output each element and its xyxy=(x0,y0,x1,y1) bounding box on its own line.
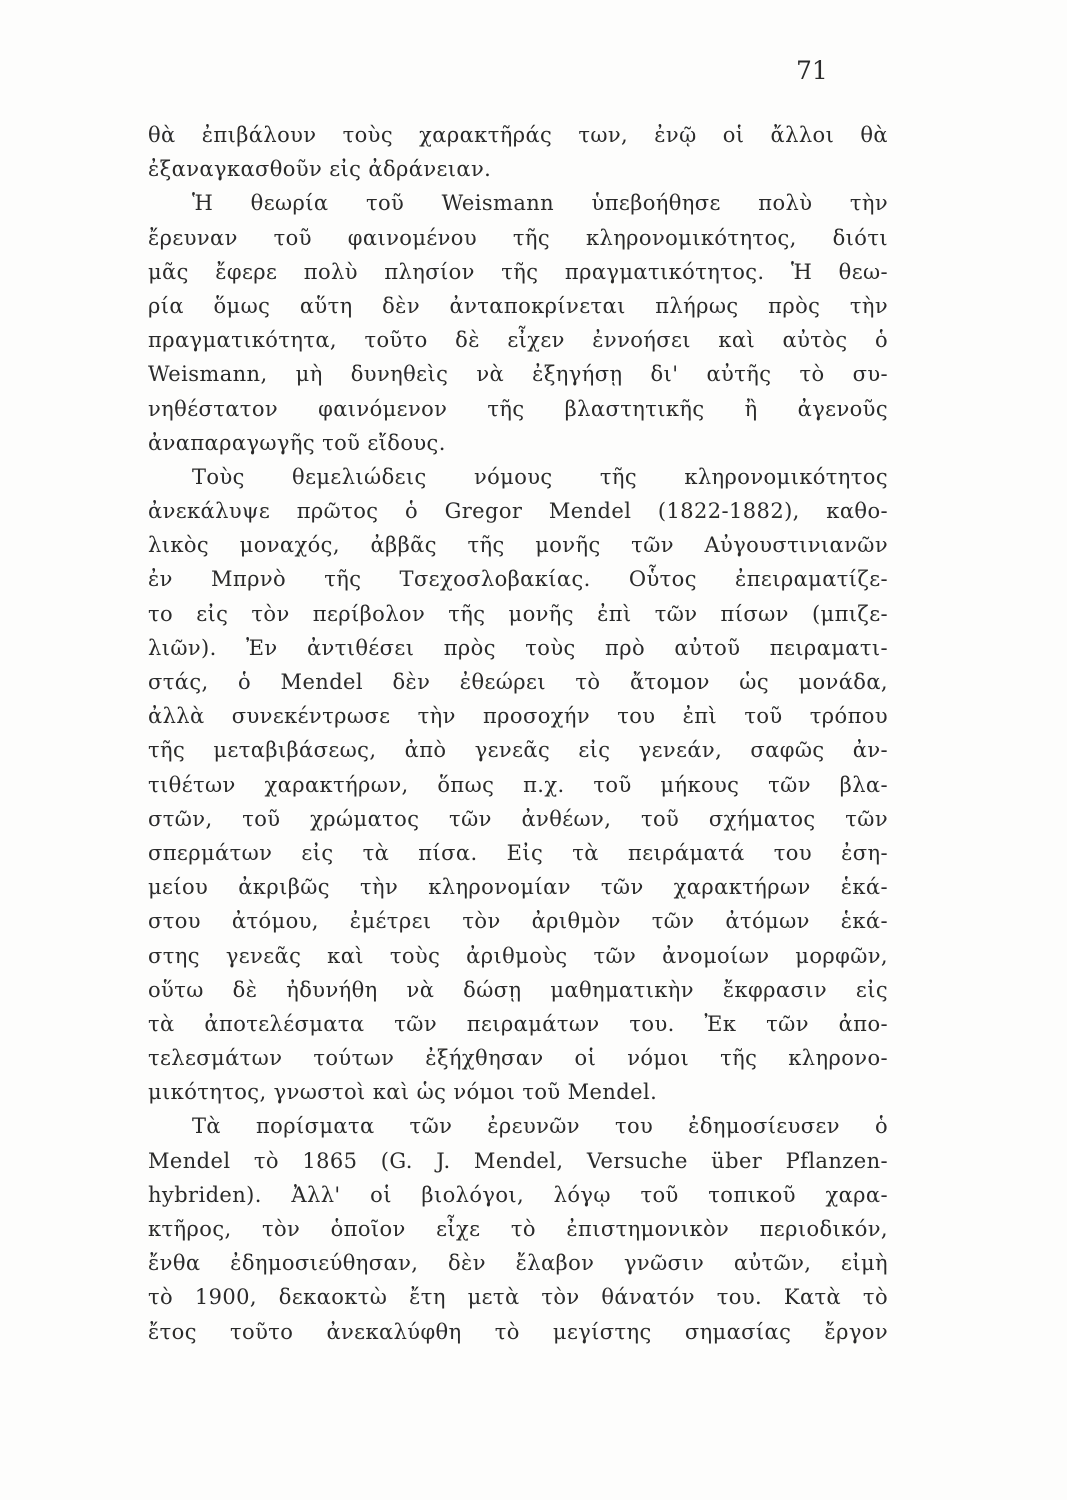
text-line: πραγματικότητα, τοῦτο δὲ εἶχεν ἐννοήσει καὶ αὐτὸς ὁ xyxy=(148,328,888,353)
text-line: θὰ ἐπιβάλουν τοὺς χαρακτῆράς των, ἐνῷ οἱ ἄλλοι θὰ xyxy=(148,123,888,147)
text-line: οὕτω δὲ ἠδυνήθη νὰ δώσῃ μαθηματικὴν ἔκφρασιν εἰς xyxy=(148,977,888,1002)
text-line: τῆς μεταβιβάσεως, ἀπὸ γενεᾶς εἰς γενεάν, σαφῶς ἀν- xyxy=(148,738,888,763)
text-line: Mendel τὸ 1865 (G. J. Mendel, Versuche über Pflanzen- xyxy=(148,1148,888,1173)
text-line: τὸ 1900, δεκαοκτὼ ἔτη μετὰ τὸν θάνατόν του. Κατὰ τὸ xyxy=(148,1285,888,1310)
text-line: τὰ ἀποτελέσματα τῶν πειραμάτων του. Ἐκ τῶν ἀπο- xyxy=(148,1011,888,1036)
text-line: Τὰ πορίσματα τῶν ἐρευνῶν του ἐδημοσίευσεν ὁ xyxy=(192,1114,888,1139)
text-line: ἔνθα ἐδημοσιεύθησαν, δὲν ἔλαβον γνῶσιν αὐτῶν, εἰμὴ xyxy=(148,1251,888,1276)
body-text xyxy=(148,118,888,1349)
text-line: ἀνεκάλυψε πρῶτος ὁ Gregor Mendel (1822-1882), καθο- xyxy=(148,499,888,524)
text-line: στῶν, τοῦ χρώματος τῶν ἀνθέων, τοῦ σχήματος τῶν xyxy=(148,806,888,831)
text-line: λικὸς μοναχός, ἀββᾶς τῆς μονῆς τῶν Αὐγουστινιανῶν xyxy=(148,533,888,558)
text-line: κτῆρος, τὸν ὁποῖον εἶχε τὸ ἐπιστημονικὸν περιοδικόν, xyxy=(148,1217,888,1241)
text-line: ἀλλὰ συνεκέντρωσε τὴν προσοχήν του ἐπὶ τοῦ τρόπου xyxy=(148,704,888,729)
text-line: στης γενεᾶς καὶ τοὺς ἀριθμοὺς τῶν ἀνομοίων μορφῶν, xyxy=(148,943,888,968)
text-line: Τοὺς θεμελιώδεις νόμους τῆς κληρονομικότητος xyxy=(192,464,888,489)
page-number: 71 xyxy=(796,56,828,85)
text-line: τελεσμάτων τούτων ἐξήχθησαν οἱ νόμοι τῆς κληρονο- xyxy=(148,1046,888,1071)
text-line: νηθέστατον φαινόμενον τῆς βλαστητικῆς ἢ ἀγενοῦς xyxy=(148,396,888,421)
text-line: το εἰς τὸν περίβολον τῆς μονῆς ἐπὶ τῶν πίσων (μπιζε- xyxy=(148,601,888,626)
text-line: τιθέτων χαρακτήρων, ὅπως π.χ. τοῦ μήκους τῶν βλα- xyxy=(148,772,888,797)
text-line: Weismann, μὴ δυνηθεὶς νὰ ἐξηγήσῃ δι' αὐτῆς τὸ συ- xyxy=(148,362,888,387)
text-line: hybriden). Ἀλλ' οἱ βιολόγοι, λόγῳ τοῦ τοπικοῦ χαρα- xyxy=(148,1182,888,1207)
text-line: λιῶν). Ἐν ἀντιθέσει πρὸς τοὺς πρὸ αὐτοῦ πειραματι- xyxy=(148,635,888,660)
text-line: ρία ὅμως αὕτη δὲν ἀνταποκρίνεται πλήρως πρὸς τὴν xyxy=(148,293,888,318)
text-line: ἔρευναν τοῦ φαινομένου τῆς κληρονομικότητος, διότι xyxy=(148,225,888,250)
text-line: μείου ἀκριβῶς τὴν κληρονομίαν τῶν χαρακτήρων ἑκά- xyxy=(148,875,888,900)
text-line: ἐξαναγκασθοῦν εἰς ἀδράνειαν. xyxy=(148,157,492,182)
text-line: ἀναπαραγωγῆς τοῦ εἴδους. xyxy=(148,430,446,455)
text-line: μικότητος, γνωστοὶ καὶ ὡς νόμοι τοῦ Mendel. xyxy=(148,1080,658,1105)
text-line: στάς, ὁ Mendel δὲν ἐθεώρει τὸ ἄτομον ὡς μονάδα, xyxy=(148,670,888,694)
text-line: μᾶς ἔφερε πολὺ πλησίον τῆς πραγματικότητος. Ἡ θεω- xyxy=(148,259,888,284)
text-line: σπερμάτων εἰς τὰ πίσα. Εἰς τὰ πειράματά του ἐση- xyxy=(148,840,888,865)
text-line: στου ἀτόμου, ἐμέτρει τὸν ἀριθμὸν τῶν ἀτόμων ἑκά- xyxy=(148,909,888,934)
text-line: Ἡ θεωρία τοῦ Weismann ὑπεβοήθησε πολὺ τὴν xyxy=(192,191,888,216)
text-line: ἐν Μπρνὸ τῆς Τσεχοσλοβακίας. Οὗτος ἐπειραματίζε- xyxy=(148,567,888,592)
text-line: ἔτος τοῦτο ἀνεκαλύφθη τὸ μεγίστης σημασίας ἔργον xyxy=(148,1319,888,1344)
